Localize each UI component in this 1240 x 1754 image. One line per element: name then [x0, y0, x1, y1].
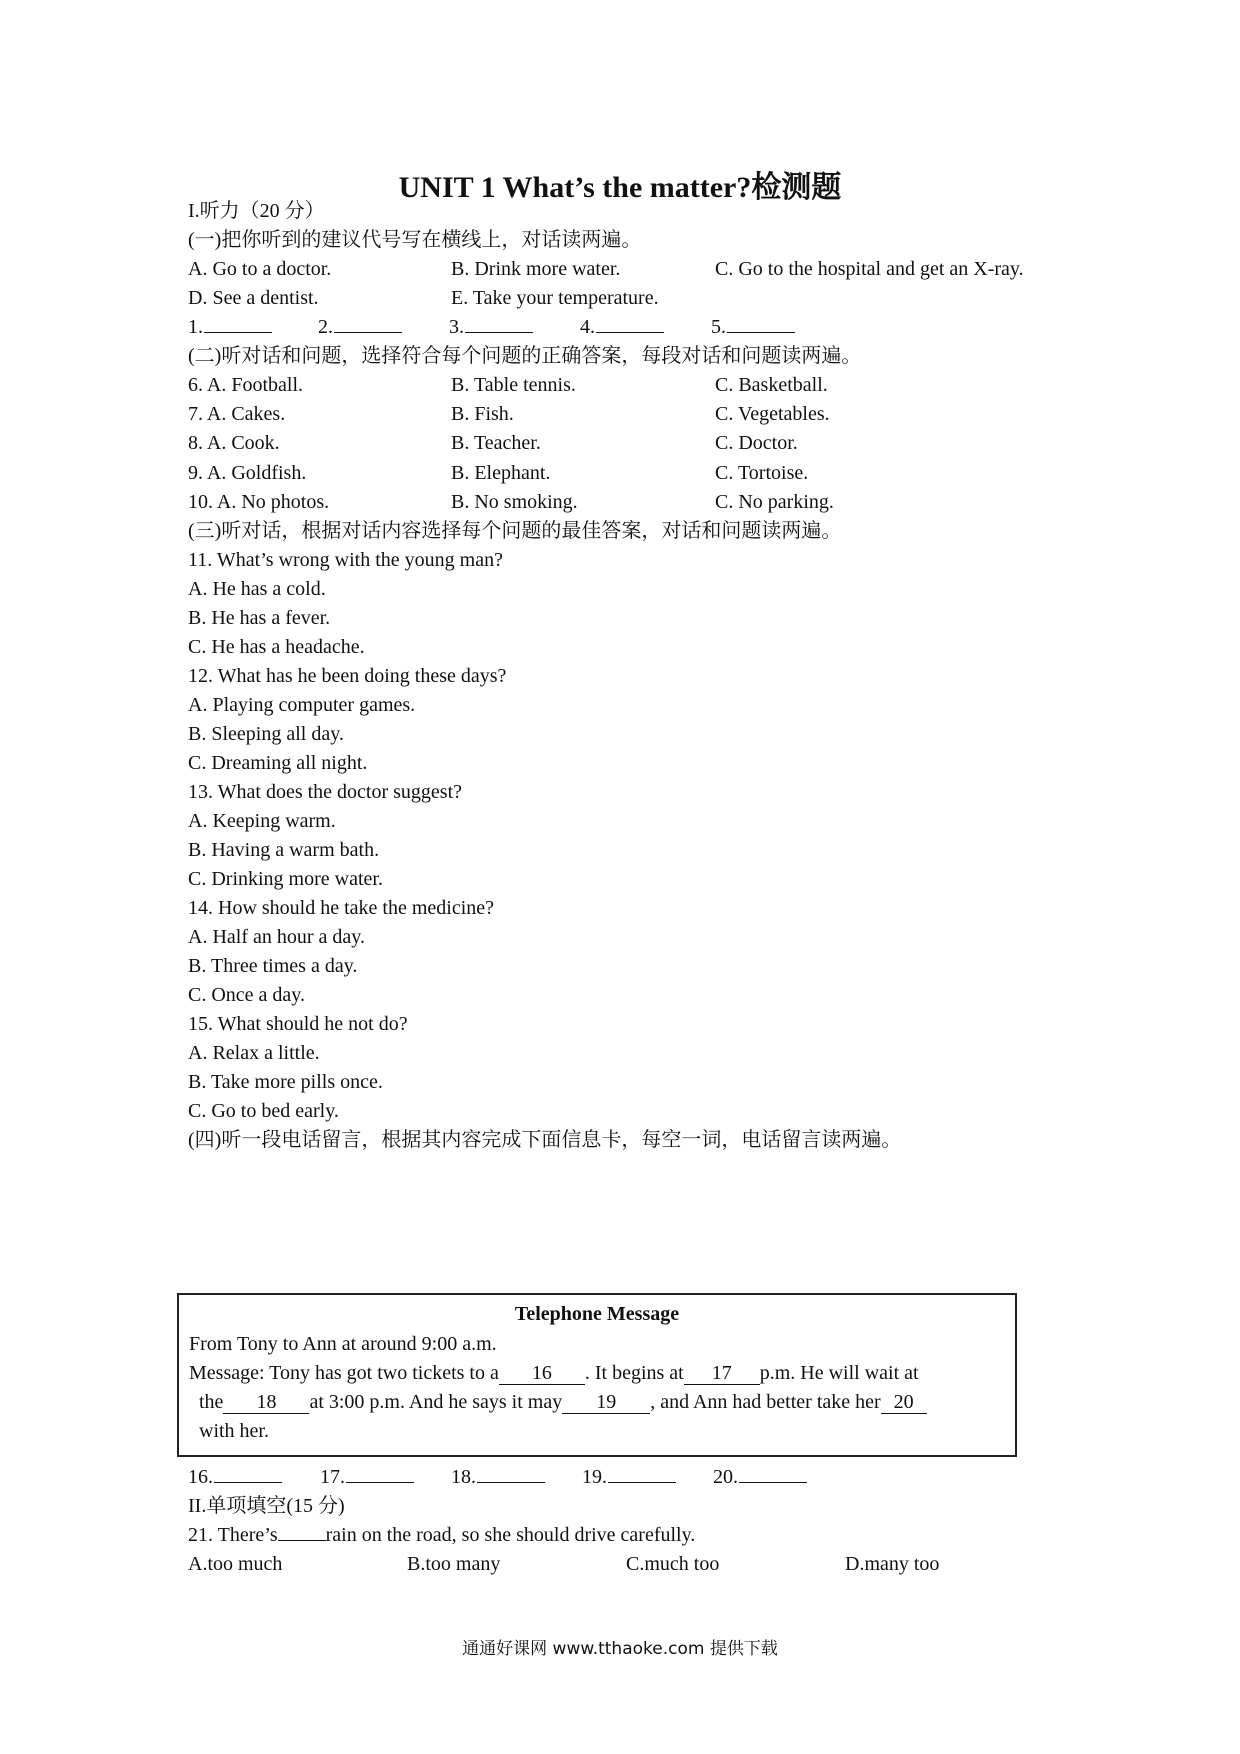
card-blank-17[interactable]: 17	[684, 1362, 760, 1385]
part1-choice-a: A. Go to a doctor.	[188, 258, 332, 280]
blank-number: 5.	[711, 316, 726, 338]
q21-option-b: B.too many	[407, 1553, 501, 1575]
card-title: Telephone Message	[514, 1303, 680, 1325]
part1-choice-b: B. Drink more water.	[451, 258, 621, 280]
answer-blank-2[interactable]	[318, 314, 402, 340]
question-text: 21. There’s	[188, 1524, 278, 1546]
q14-question: 14. How should he take the medicine?	[188, 897, 495, 919]
q21-option-a: A.too much	[188, 1553, 283, 1575]
blank-number: 20.	[713, 1466, 738, 1488]
q13-option-a: A. Keeping warm.	[188, 810, 336, 832]
q21-blank[interactable]	[278, 1522, 326, 1541]
q15-option-a: A. Relax a little.	[188, 1042, 320, 1064]
q10-option-a: 10. A. No photos.	[188, 491, 330, 513]
q15-option-c: C. Go to bed early.	[188, 1100, 339, 1122]
q9-option-b: B. Elephant.	[451, 462, 551, 484]
q7-option-c: C. Vegetables.	[715, 403, 830, 425]
q11-option-b: B. He has a fever.	[188, 607, 331, 629]
blank-number: 17.	[320, 1466, 345, 1488]
part1-choice-e: E. Take your temperature.	[451, 287, 659, 309]
q9-option-c: C. Tortoise.	[715, 462, 809, 484]
answer-blank-3[interactable]	[449, 314, 533, 340]
q8-option-a: 8. A. Cook.	[188, 432, 280, 454]
card-message-line2	[199, 1391, 927, 1414]
blank-number: 3.	[449, 316, 464, 338]
answer-blank-1[interactable]	[188, 314, 272, 340]
card-blank-16[interactable]: 16	[499, 1362, 585, 1385]
q12-option-c: C. Dreaming all night.	[188, 752, 368, 774]
card-text: , and Ann had better take her	[650, 1391, 881, 1413]
q13-option-b: B. Having a warm bath.	[188, 839, 380, 861]
q9-option-a: 9. A. Goldfish.	[188, 462, 307, 484]
answer-blank-17[interactable]	[320, 1464, 414, 1490]
answer-blank-16[interactable]	[188, 1464, 282, 1490]
q6-option-c: C. Basketball.	[715, 374, 828, 396]
q8-option-b: B. Teacher.	[451, 432, 541, 454]
card-text: at 3:00 p.m. And he says it may	[309, 1391, 563, 1413]
part2-instruction: (二)听对话和问题，选择符合每个问题的正确答案，每段对话和问题读两遍。	[188, 345, 862, 367]
q6-option-b: B. Table tennis.	[451, 374, 576, 396]
q11-question: 11. What’s wrong with the young man?	[188, 549, 503, 571]
q14-option-c: C. Once a day.	[188, 984, 305, 1006]
page-title: UNIT 1 What’s the matter?检测题	[398, 171, 842, 204]
blank-number: 19.	[582, 1466, 607, 1488]
section1-heading: I.听力（20 分）	[188, 200, 325, 222]
card-text: . It begins at	[584, 1362, 684, 1384]
part1-choice-c: C. Go to the hospital and get an X-ray.	[715, 258, 1024, 280]
q10-option-b: B. No smoking.	[451, 491, 578, 513]
page-footer: 通通好课网 www.tthaoke.com 提供下载	[462, 1639, 778, 1659]
card-message-line3: with her.	[199, 1420, 269, 1442]
blank-number: 16.	[188, 1466, 213, 1488]
q15-option-b: B. Take more pills once.	[188, 1071, 383, 1093]
section2-heading: II.单项填空(15 分)	[188, 1495, 345, 1517]
part1-instruction: (一)把你听到的建议代号写在横线上，对话读两遍。	[188, 229, 642, 251]
q11-option-c: C. He has a headache.	[188, 636, 365, 658]
card-blank-20[interactable]: 20	[881, 1391, 927, 1414]
card-from-line: From Tony to Ann at around 9:00 a.m.	[189, 1333, 497, 1355]
card-blank-19[interactable]: 19	[562, 1391, 650, 1414]
q21-option-c: C.much too	[626, 1553, 720, 1575]
q8-option-c: C. Doctor.	[715, 432, 798, 454]
card-text: Message: Tony has got two tickets to a	[189, 1362, 499, 1384]
card-message-line1	[189, 1362, 919, 1385]
blank-number: 2.	[318, 316, 333, 338]
question-text: rain on the road, so she should drive carefully.	[325, 1524, 696, 1546]
q11-option-a: A. He has a cold.	[188, 578, 326, 600]
blank-number: 1.	[188, 316, 203, 338]
answer-blank-5[interactable]	[711, 314, 795, 340]
q7-option-a: 7. A. Cakes.	[188, 403, 286, 425]
q12-option-a: A. Playing computer games.	[188, 694, 416, 716]
q10-option-c: C. No parking.	[715, 491, 834, 513]
q12-option-b: B. Sleeping all day.	[188, 723, 344, 745]
q7-option-b: B. Fish.	[451, 403, 514, 425]
part1-choice-d: D. See a dentist.	[188, 287, 319, 309]
q12-question: 12. What has he been doing these days?	[188, 665, 507, 687]
part4-instruction: (四)听一段电话留言，根据其内容完成下面信息卡，每空一词，电话留言读两遍。	[188, 1129, 902, 1151]
q13-question: 13. What does the doctor suggest?	[188, 781, 463, 803]
q21-option-d: D.many too	[845, 1553, 940, 1575]
answer-blank-20[interactable]	[713, 1464, 807, 1490]
answer-blank-18[interactable]	[451, 1464, 545, 1490]
telephone-message-card	[177, 1293, 1017, 1457]
part3-instruction: (三)听对话，根据对话内容选择每个问题的最佳答案，对话和问题读两遍。	[188, 520, 842, 542]
card-text: the	[199, 1391, 224, 1413]
card-blank-18[interactable]: 18	[223, 1391, 309, 1414]
q15-question: 15. What should he not do?	[188, 1013, 408, 1035]
blank-number: 4.	[580, 316, 595, 338]
q14-option-a: A. Half an hour a day.	[188, 926, 365, 948]
answer-blank-4[interactable]	[580, 314, 664, 340]
q6-option-a: 6. A. Football.	[188, 374, 304, 396]
answer-blank-19[interactable]	[582, 1464, 676, 1490]
q14-option-b: B. Three times a day.	[188, 955, 358, 977]
q21-question	[188, 1522, 695, 1548]
q13-option-c: C. Drinking more water.	[188, 868, 383, 890]
card-text: p.m. He will wait at	[759, 1362, 919, 1384]
blank-number: 18.	[451, 1466, 476, 1488]
